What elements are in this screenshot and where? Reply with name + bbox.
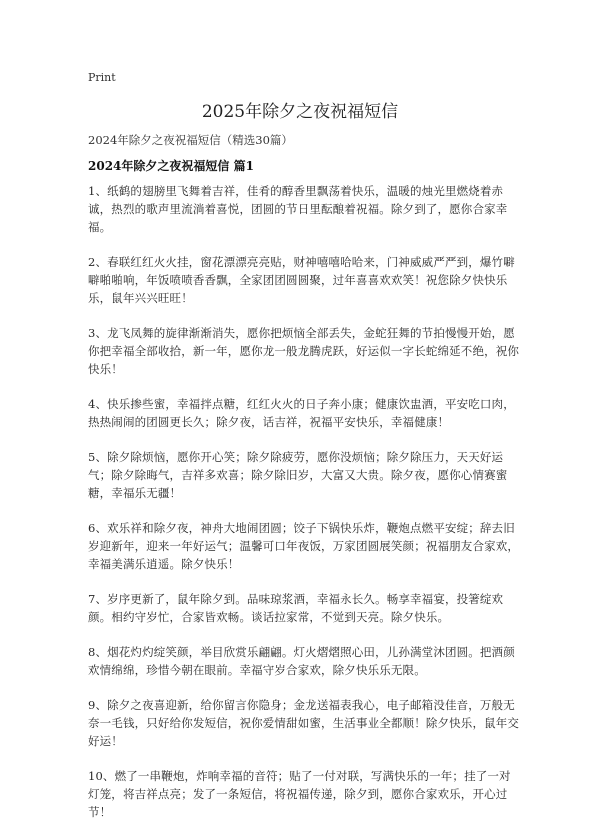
paragraph: 2、春联红红火火挂，窗花漂漂亮亮贴，财神嘻嘻哈哈来，门神威威严严到，爆竹噼噼啪啪响，年饭喷喷香香飘，全家团团圆圆聚，过年喜喜欢欢笑！祝您除夕快快乐乐，鼠年兴兴旺旺！ [88,255,515,305]
paragraph: 8、烟花灼灼绽笑颜，举目欣赏乐翩翩。灯火熠熠照心田，儿孙满堂沐团圆。把酒颜欢情绵绵，珍惜今朝在眼前。幸福守岁合家欢，除夕快乐乐无限。 [88,645,515,677]
paragraph: 7、岁序更新了，鼠年除夕到。品味琼浆酒，幸福永长久。畅享幸福宴，投箸绽欢颜。相约守岁忙，合家皆欢畅。谈话拉家常，不觉到天亮。除夕快乐。 [88,592,504,624]
paragraph: 9、除夕之夜喜迎新，给你留言你隐身；金龙送福表我心，电子邮箱没佳音，万般无奈一毛钱，只好给你发短信，祝你爱情甜如蜜，生活事业全都顺！除夕快乐，鼠年交好运！ [88,698,520,748]
document-title: 2025年除夕之夜祝福短信 [201,102,399,122]
paragraph: 6、欢乐祥和除夕夜，神舟大地闹团圆；饺子下锅快乐炸，鞭炮点燃平安绽；辞去旧岁迎新年，迎来一年好运气；温馨可口年夜饭，万家团圆展笑颜；祝福朋友合家欢，幸福美满乐逍遥。除夕快乐！ [88,521,520,571]
print-link[interactable]: Print [88,71,116,84]
paragraph: 3、龙飞凤舞的旋律渐渐消失，愿你把烦恼全部丢失，金蛇狂舞的节拍慢慢开始，愿你把幸福全部收拾，新一年，愿你龙一般龙腾虎跃，好运似一字长蛇绵延不绝，祝你快乐！ [88,326,520,376]
paragraph-list [88,182,520,838]
paragraph: 10、燃了一串鞭炮，炸响幸福的音符；贴了一付对联，写满快乐的一年；挂了一对灯笼，将吉祥点亮；发了一条短信，将祝福传递，除夕到，愿你合家欢乐，开心过节！ [88,769,511,819]
paragraph: 4、快乐掺些蜜，幸福拌点糖，红红火火的日子奔小康；健康饮盅酒，平安吃口肉，热热闹闹的团圆更长久；除夕夜，话吉祥，祝福平安快乐，幸福健康！ [88,397,515,429]
paragraph: 5、除夕除烦恼，愿你开心笑；除夕除疲劳，愿你没烦恼；除夕除压力，天天好运气；除夕除晦气，吉祥多欢喜；除夕除旧岁，大富又大贵。除夕夜，愿你心情赛蜜糖，幸福乐无疆！ [88,450,508,500]
document-subtitle: 2024年除夕之夜祝福短信（精选30篇） [88,133,293,147]
paragraph: 1、纸鹤的翅膀里飞舞着吉祥，佳肴的醇香里飘荡着快乐，温暖的烛光里燃烧着赤诚，热烈的歌声里流淌着喜悦，团圆的节日里酝酿着祝福。除夕到了，愿你合家幸福。 [88,184,508,234]
section-heading: 2024年除夕之夜祝福短信 篇1 [88,159,254,173]
